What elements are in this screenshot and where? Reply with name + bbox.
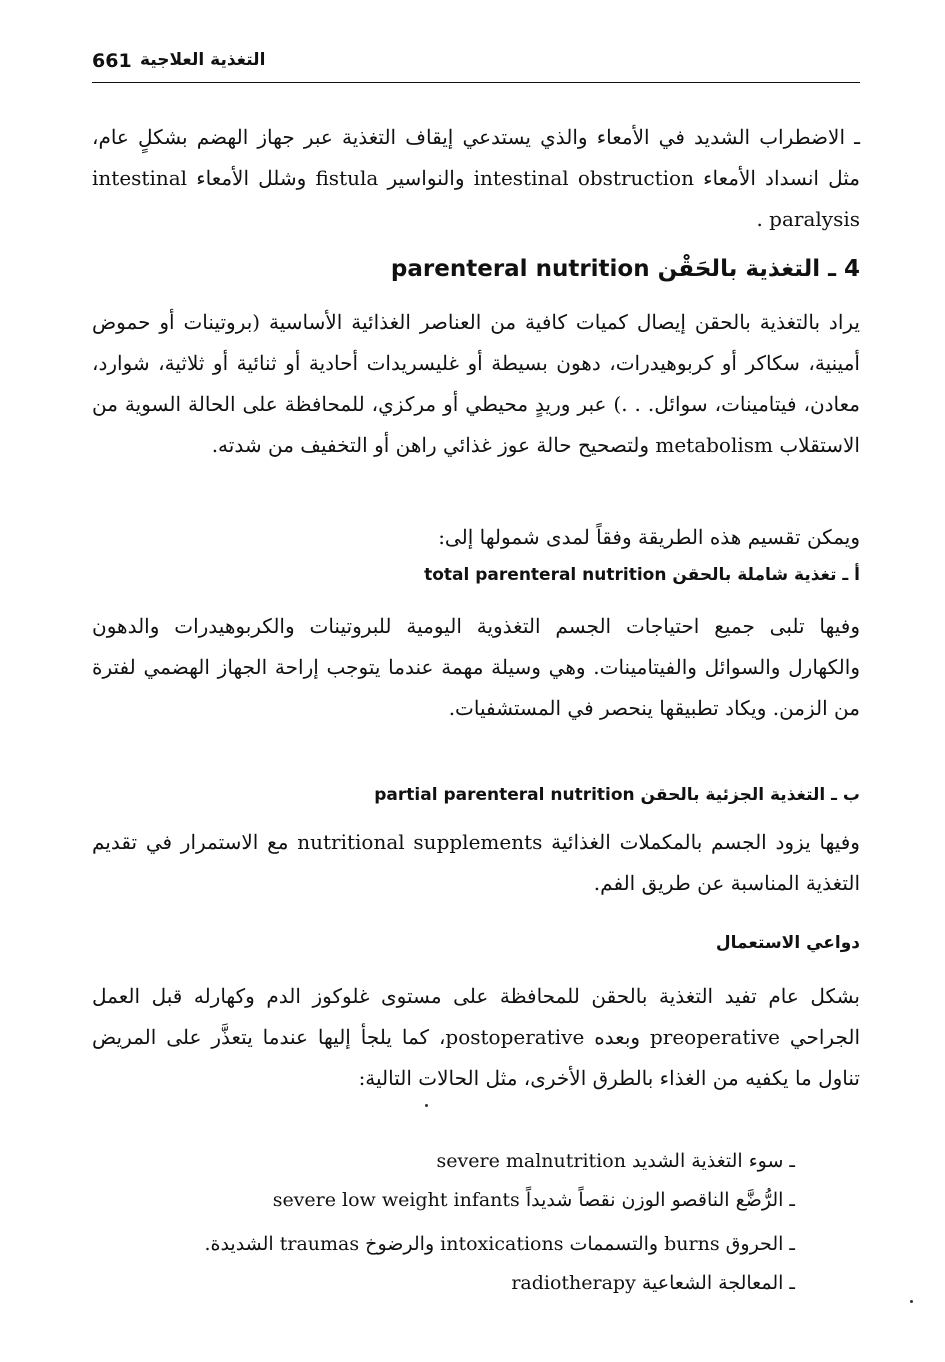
section-paragraph: يراد بالتغذية بالحقن إيصال كميات كافية من العناصر الغذائية الأساسية (بروتينات أو حموض أمينية، سكاكر أو كربوهيدرات، دهون بسيطة أو غليسريدات أحادية أو ثنائية أو ثلاثية، شوارد، معادن، فيتامينات، سوائل. . .) عبر وريدٍ محيطي أو مركزي، للمحافظة على الحالة السوية من الاستقلاب metabolism ولتصحيح حالة عوز غذائي راهن أو التخفيف من شدته. [92, 310, 860, 457]
section-heading: 4 ـ التغذية بالحَقْن parenteral nutrition [390, 256, 860, 282]
subsection-b-paragraph: وفيها يزود الجسم بالمكملات الغذائية nutritional supplements مع الاستمرار في تقديم التغذية المناسبة عن طريق الفم. [92, 830, 860, 895]
scan-speck [910, 1300, 913, 1303]
indications-heading: دواعي الاستعمال [715, 933, 860, 953]
bullet-item: ـ المعالجة الشعاعية radiotherapy [511, 1272, 795, 1294]
subsection-a-heading: أ ـ تغذية شاملة بالحقن total parenteral nutrition [424, 565, 860, 585]
bullet-item: ـ الحروق burns والتسممات intoxications والرضوخ traumas الشديدة. [204, 1233, 795, 1255]
subsection-a-paragraph: وفيها تلبى جميع احتياجات الجسم التغذوية اليومية للبروتينات والكربوهيدرات والدهون والكهارل والسوائل والفيتامينات. وهي وسيلة مهمة عندما يتوجب إراحة الجهاز الهضمي لفترة من الزمن. ويكاد تطبيقها ينحصر في المستشفيات. [92, 614, 860, 720]
running-title: التغذية العلاجية [140, 50, 266, 70]
subsection-b-heading: ب ـ التغذية الجزئية بالحقن partial parenteral nutrition [374, 785, 860, 805]
bullet-item: ـ سوء التغذية الشديد severe malnutrition [436, 1150, 795, 1172]
page-header [92, 42, 860, 83]
indications-paragraph: بشكل عام تفيد التغذية بالحقن للمحافظة على مستوى غلوكوز الدم وكهارله قبل العمل الجراحي preoperative وبعده postoperative، كما يلجأ إليها عندما يتعذَّر على المريض تناول ما يكفيه من الغذاء بالطرق الأخرى، مثل الحالات التالية: [92, 984, 860, 1090]
intro-item: ـ الاضطراب الشديد في الأمعاء والذي يستدعي إيقاف التغذية عبر جهاز الهضم بشكلٍ عام، مثل انسداد الأمعاء intestinal obstruction والنواسير fistula وشلل الأمعاء intestinal paralysis . [92, 125, 861, 231]
bullet-item: ـ الرُّضَّع الناقصو الوزن نقصاً شديداً severe low weight infants [272, 1189, 795, 1211]
division-paragraph: ويمكن تقسيم هذه الطريقة وفقاً لمدى شمولها إلى: [438, 525, 860, 549]
scan-speck [425, 1104, 428, 1107]
page-number: 661 [92, 50, 132, 72]
